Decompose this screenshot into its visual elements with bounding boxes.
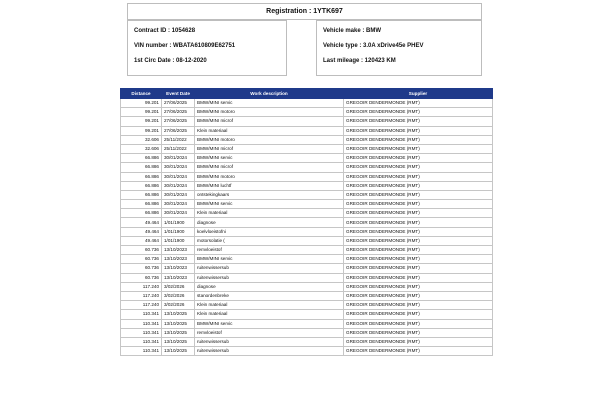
distance-cell: 66.886 [121,172,162,181]
distance-cell: 60.736 [121,246,162,255]
work-description-cell: diagnose [195,282,344,291]
distance-cell: 49.464 [121,227,162,236]
supplier-cell: GREGOIR DENDERMONDE (RMT) [344,227,493,236]
contract-id: Contract ID : 1054628 [134,28,196,34]
table-row [121,190,493,199]
event-date-cell: 13/10/2025 [162,310,195,319]
distance-cell: 117.240 [121,291,162,300]
work-description-cell: ruitenwissersub [195,347,344,356]
event-date-cell: 27/06/2025 [162,126,195,135]
service-history-table [120,88,493,356]
table-row [121,291,493,300]
work-description-cell: remvloeistof [195,328,344,337]
work-description-cell: ontstekingkaars [195,190,344,199]
work-description-cell: Klein materiaal [195,209,344,218]
column-header-supplier: Supplier [344,89,493,99]
supplier-cell: GREGOIR DENDERMONDE (RMT) [344,144,493,153]
work-description-cell: ruitenwissersub [195,264,344,273]
event-date-cell: 13/10/2025 [162,319,195,328]
distance-cell: 60.736 [121,264,162,273]
table-header-row [121,89,493,99]
event-date-cell: 1/01/1900 [162,227,195,236]
distance-cell: 66.886 [121,209,162,218]
distance-cell: 66.886 [121,163,162,172]
work-description-cell: BMW/MINI servic [195,255,344,264]
work-description-cell: BMW/MINI servic [195,99,344,108]
work-description-cell: remvloeistof [195,246,344,255]
registration-text: Registration : 1YTK697 [266,8,343,15]
supplier-cell: GREGOIR DENDERMONDE (RMT) [344,172,493,181]
supplier-cell: GREGOIR DENDERMONDE (RMT) [344,200,493,209]
distance-cell: 66.886 [121,200,162,209]
work-description-cell: koelvloeistofni [195,227,344,236]
event-date-cell: 1/01/1900 [162,236,195,245]
event-date-cell: 30/01/2024 [162,200,195,209]
work-description-cell: diagnose [195,218,344,227]
event-date-cell: 13/10/2023 [162,273,195,282]
work-description-cell: BMW/MINI motoro [195,108,344,117]
distance-cell: 60.736 [121,255,162,264]
table-row [121,227,493,236]
distance-cell: 110.341 [121,337,162,346]
vehicle-type: Vehicle type : 3.0A xDrive45e PHEV [323,43,424,49]
event-date-cell: 3/02/2026 [162,301,195,310]
work-description-cell: BMW/MINI servic [195,154,344,163]
event-date-cell: 27/06/2025 [162,108,195,117]
distance-cell: 117.240 [121,282,162,291]
work-description-cell: BMW/MINI microf [195,117,344,126]
event-date-cell: 30/01/2024 [162,181,195,190]
table-row [121,310,493,319]
work-description-cell: Klein materiaal [195,310,344,319]
work-description-cell: Klein materiaal [195,301,344,310]
distance-cell: 110.341 [121,310,162,319]
distance-cell: 66.886 [121,181,162,190]
distance-cell: 99.201 [121,117,162,126]
supplier-cell: GREGOIR DENDERMONDE (RMT) [344,108,493,117]
table-row [121,246,493,255]
work-description-cell: Klein materiaal [195,126,344,135]
work-description-cell: motorsolatie ( [195,236,344,245]
supplier-cell: GREGOIR DENDERMONDE (RMT) [344,282,493,291]
distance-cell: 117.240 [121,301,162,310]
event-date-cell: 25/11/2022 [162,135,195,144]
first-circ-date: 1st Circ Date : 08-12-2020 [134,58,207,64]
supplier-cell: GREGOIR DENDERMONDE (RMT) [344,347,493,356]
table-row [121,181,493,190]
table-row [121,347,493,356]
distance-cell: 110.341 [121,347,162,356]
table-row [121,218,493,227]
supplier-cell: GREGOIR DENDERMONDE (RMT) [344,273,493,282]
supplier-cell: GREGOIR DENDERMONDE (RMT) [344,154,493,163]
table-row [121,163,493,172]
work-description-cell: ruitenwissersub [195,273,344,282]
event-date-cell: 30/01/2024 [162,154,195,163]
column-header-distance: Distance [121,89,162,99]
supplier-cell: GREGOIR DENDERMONDE (RMT) [344,218,493,227]
table-row [121,264,493,273]
table-row [121,319,493,328]
table-row [121,282,493,291]
supplier-cell: GREGOIR DENDERMONDE (RMT) [344,328,493,337]
table-row [121,99,493,108]
vehicle-make: Vehicle make : BMW [323,28,382,34]
work-description-cell: ruitenwissersub [195,337,344,346]
vehicle-info-box [316,20,482,76]
event-date-cell: 13/10/2023 [162,255,195,264]
table-row [121,172,493,181]
event-date-cell: 13/10/2025 [162,328,195,337]
column-header-work-description: Work description [195,89,344,99]
table-row [121,144,493,153]
supplier-cell: GREGOIR DENDERMONDE (RMT) [344,126,493,135]
supplier-cell: GREGOIR DENDERMONDE (RMT) [344,190,493,199]
supplier-cell: GREGOIR DENDERMONDE (RMT) [344,255,493,264]
distance-cell: 66.886 [121,154,162,163]
supplier-cell: GREGOIR DENDERMONDE (RMT) [344,246,493,255]
work-description-cell: BMW/MINI motoro [195,135,344,144]
distance-cell: 110.341 [121,328,162,337]
event-date-cell: 3/02/2026 [162,282,195,291]
table-row [121,154,493,163]
distance-cell: 49.464 [121,218,162,227]
supplier-cell: GREGOIR DENDERMONDE (RMT) [344,291,493,300]
supplier-cell: GREGOIR DENDERMONDE (RMT) [344,310,493,319]
event-date-cell: 27/06/2025 [162,117,195,126]
distance-cell: 32.606 [121,144,162,153]
supplier-cell: GREGOIR DENDERMONDE (RMT) [344,163,493,172]
event-date-cell: 27/06/2025 [162,99,195,108]
supplier-cell: GREGOIR DENDERMONDE (RMT) [344,319,493,328]
table-row [121,328,493,337]
table-row [121,236,493,245]
distance-cell: 99.201 [121,126,162,135]
work-description-cell: BMW/MINI microf [195,163,344,172]
event-date-cell: 30/01/2024 [162,163,195,172]
vin-number: VIN number : WBATA610809E62751 [134,43,236,49]
table-row [121,200,493,209]
event-date-cell: 13/10/2023 [162,246,195,255]
supplier-cell: GREGOIR DENDERMONDE (RMT) [344,337,493,346]
last-mileage: Last mileage : 120423 KM [323,58,396,64]
supplier-cell: GREGOIR DENDERMONDE (RMT) [344,301,493,310]
contract-info-box [127,20,287,76]
table-row [121,108,493,117]
work-description-cell: BMW/MINI servic [195,319,344,328]
table-row [121,255,493,264]
table-row [121,135,493,144]
table-row [121,126,493,135]
work-description-cell: BMW/MINI servic [195,200,344,209]
work-description-cell: stanordenbreke [195,291,344,300]
distance-cell: 49.464 [121,236,162,245]
work-description-cell: BMW/MINI motoro [195,172,344,181]
event-date-cell: 13/10/2025 [162,347,195,356]
distance-cell: 66.886 [121,190,162,199]
supplier-cell: GREGOIR DENDERMONDE (RMT) [344,236,493,245]
supplier-cell: GREGOIR DENDERMONDE (RMT) [344,264,493,273]
event-date-cell: 25/11/2022 [162,144,195,153]
distance-cell: 110.341 [121,319,162,328]
event-date-cell: 30/01/2024 [162,190,195,199]
table-row [121,209,493,218]
distance-cell: 99.201 [121,99,162,108]
supplier-cell: GREGOIR DENDERMONDE (RMT) [344,181,493,190]
supplier-cell: GREGOIR DENDERMONDE (RMT) [344,117,493,126]
table-row [121,337,493,346]
registration-box [127,3,482,20]
work-description-cell: BMW/MINI microf [195,144,344,153]
event-date-cell: 1/01/1900 [162,218,195,227]
table-body [121,99,493,356]
table-row [121,117,493,126]
distance-cell: 32.606 [121,135,162,144]
event-date-cell: 3/02/2026 [162,291,195,300]
distance-cell: 99.201 [121,108,162,117]
supplier-cell: GREGOIR DENDERMONDE (RMT) [344,135,493,144]
event-date-cell: 13/10/2025 [162,337,195,346]
event-date-cell: 30/01/2024 [162,172,195,181]
supplier-cell: GREGOIR DENDERMONDE (RMT) [344,209,493,218]
distance-cell: 60.736 [121,273,162,282]
table-row [121,301,493,310]
supplier-cell: GREGOIR DENDERMONDE (RMT) [344,99,493,108]
event-date-cell: 13/10/2023 [162,264,195,273]
event-date-cell: 30/01/2024 [162,209,195,218]
column-header-event-date: Event Date [162,89,195,99]
table-row [121,273,493,282]
work-description-cell: BMW/MINI luchtf [195,181,344,190]
